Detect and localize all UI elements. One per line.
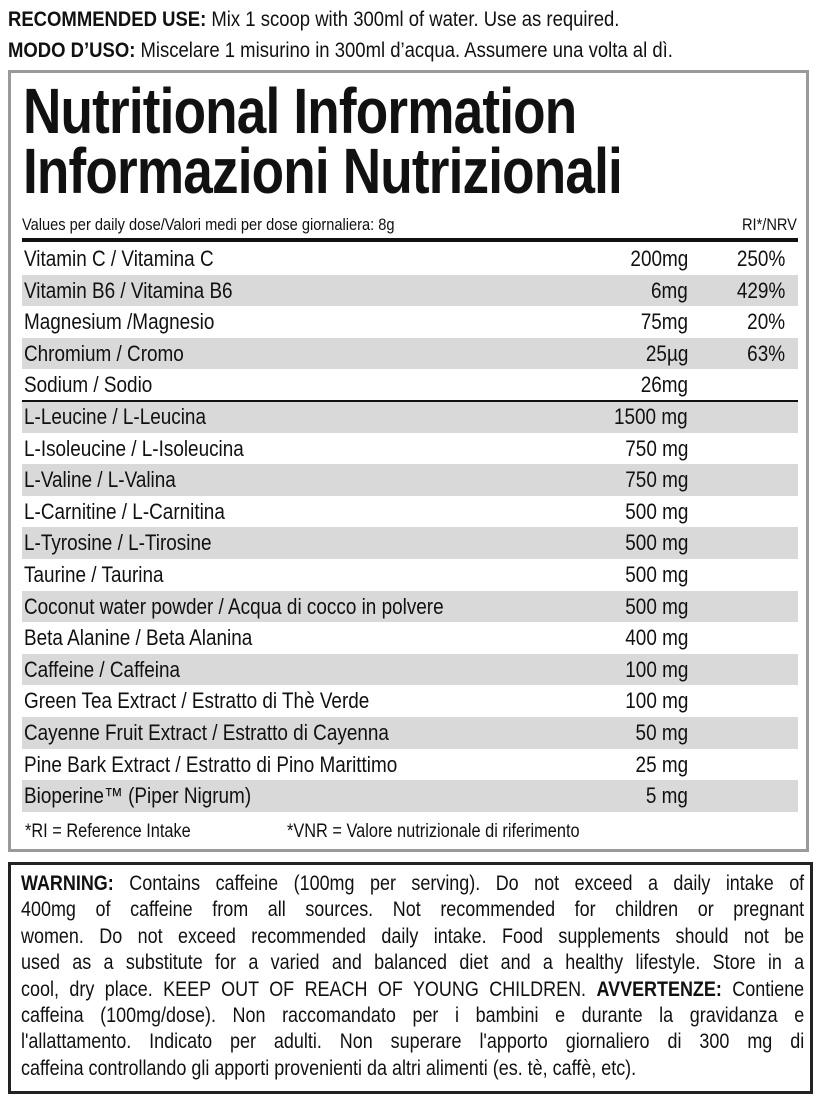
table-row (22, 275, 798, 307)
table-row (22, 780, 798, 812)
nutrient-name: L-Carnitine / L-Carnitina (24, 498, 225, 524)
title-en: Nutritional Information (23, 75, 577, 147)
ri-header: RI*/NRV (742, 215, 797, 234)
nutrient-amount: 50 mg (635, 719, 688, 745)
table-row (22, 306, 798, 338)
table-row (22, 369, 798, 401)
usage-en: RECOMMENDED USE: Mix 1 scoop with 300ml of water. Use as required. (8, 7, 620, 31)
nutrient-ri: 250% (736, 246, 785, 271)
nutrient-amount: 750 mg (624, 435, 688, 461)
nutrient-amount: 25 mg (635, 751, 688, 777)
table-row (22, 401, 798, 433)
section-divider (22, 400, 798, 402)
nutrient-name: Bioperine™ (Piper Nigrum) (24, 783, 252, 809)
nutrient-name: Cayenne Fruit Extract / Estratto di Cayenna (24, 719, 389, 745)
nutrient-amount: 100 mg (624, 656, 688, 682)
footnote-vnr: *VNR = Valore nutrizionale di riferimento (287, 821, 580, 842)
header-divider (22, 238, 798, 242)
nutrient-name: L-Leucine / L-Leucina (24, 403, 206, 429)
nutrient-name: Chromium / Cromo (24, 340, 184, 366)
table-row (22, 654, 798, 686)
nutrient-ri: 429% (736, 277, 785, 303)
table-row (22, 433, 798, 465)
title-it: Informazioni Nutrizionali (23, 135, 622, 207)
nutrition-panel (8, 70, 809, 852)
nutrient-name: Caffeine / Caffeina (24, 656, 181, 682)
nutrient-name: Pine Bark Extract / Estratto di Pino Marittimo (24, 751, 398, 777)
nutrient-amount: 500 mg (624, 561, 688, 587)
usage-it: MODO D’USO: Miscelare 1 misurino in 300ml d’acqua. Assumere una volta al dì. (8, 38, 673, 62)
nutrient-amount: 1500 mg (614, 403, 688, 429)
table-row (22, 338, 798, 370)
usage-instructions (8, 4, 813, 66)
nutrition-table (22, 243, 798, 812)
nutrient-name: Magnesium /Magnesio (24, 309, 215, 335)
nutrient-amount: 500 mg (624, 530, 688, 556)
table-header (22, 212, 797, 238)
footnote-ri: *RI = Reference Intake (25, 821, 191, 842)
nutrient-name: L-Isoleucine / L-Isoleucina (24, 435, 244, 461)
table-row (22, 559, 798, 591)
table-row (22, 749, 798, 781)
table-row (22, 496, 798, 528)
nutrient-amount: 500 mg (624, 593, 688, 619)
nutrient-name: Taurine / Taurina (24, 561, 164, 587)
nutrient-ri: 63% (747, 340, 785, 366)
nutrient-amount: 25µg (645, 340, 688, 366)
nutrient-name: Beta Alanine / Beta Alanina (24, 625, 253, 651)
nutrient-ri: 20% (747, 309, 785, 335)
table-row (22, 243, 798, 275)
nutrition-title (23, 75, 813, 207)
table-row (22, 685, 798, 717)
nutrient-amount: 26mg (640, 372, 688, 398)
nutrient-amount: 75mg (640, 309, 688, 335)
table-row (22, 717, 798, 749)
nutrient-name: L-Tyrosine / L-Tirosine (24, 530, 212, 556)
nutrient-amount: 100 mg (624, 688, 688, 714)
nutrient-name: Green Tea Extract / Estratto di Thè Verde (24, 688, 370, 714)
nutrient-name: Vitamin B6 / Vitamina B6 (24, 277, 233, 303)
nutrient-amount: 400 mg (624, 625, 688, 651)
nutrient-name: Sodium / Sodio (24, 372, 153, 398)
nutrient-name: Coconut water powder / Acqua di cocco in polvere (24, 593, 444, 619)
table-row (22, 527, 798, 559)
table-row (22, 464, 798, 496)
warning-box (8, 862, 813, 1094)
table-row (22, 591, 798, 623)
table-row (22, 622, 798, 654)
nutrient-name: L-Valine / L-Valina (24, 467, 176, 493)
nutrient-amount: 750 mg (624, 467, 688, 493)
nutrient-amount: 500 mg (624, 498, 688, 524)
nutrient-amount: 6mg (651, 277, 688, 303)
nutrient-name: Vitamin C / Vitamina C (24, 246, 214, 271)
nutrient-amount: 5 mg (645, 783, 688, 809)
warning-text: WARNING: Contains caffeine (100mg per serving). Do not exceed a daily intake of 400mg of caffeine from all sources. Not recommended for children or pregnant women. Do not exceed recommended daily intake. Food supplements should not be used as a substitute for a varied and balanced diet and a healthy lifestyle. Store in a cool, dry place. KEEP OUT OF REACH OF YOUNG CHILDREN. AVVERTENZE: Contiene caffeina (100mg/dose). Non raccomandato per i bambini e durante la gravidanza e l'allattamento. Indicato per adulti. Non superare l'apporto giornaliero di 300 mg di caffeina controllando gli apporti provenienti da altri alimenti (es. tè, caffè, etc). (21, 872, 805, 1080)
per-dose-label: Values per daily dose/Valori medi per dose giornaliera: 8g (22, 215, 395, 234)
nutrient-amount: 200mg (630, 246, 688, 271)
